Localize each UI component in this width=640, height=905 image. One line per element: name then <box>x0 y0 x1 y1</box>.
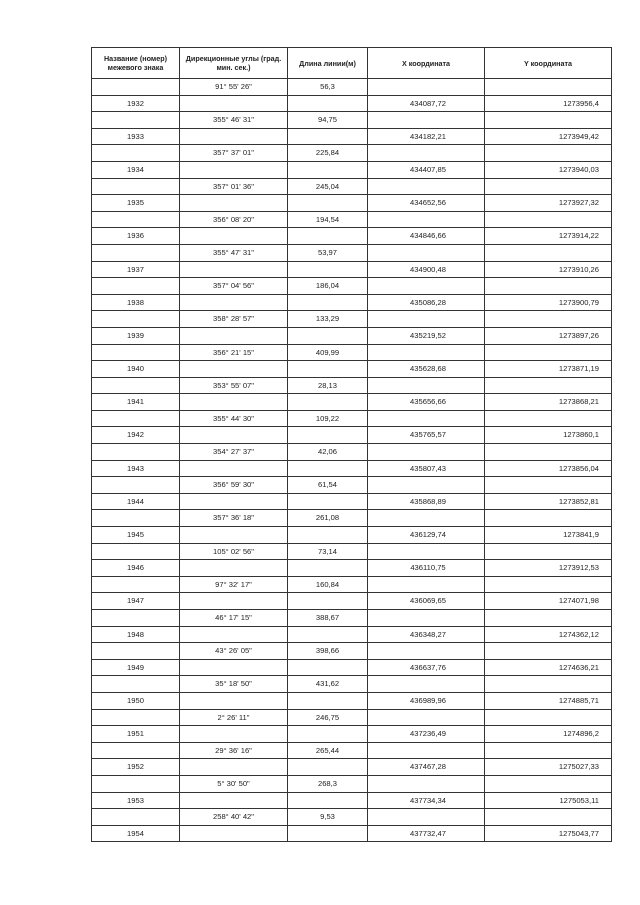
y-coordinate-cell: 1273856,04 <box>485 460 612 477</box>
direction-angle-cell-empty <box>180 759 288 776</box>
point-row <box>92 626 612 643</box>
y-coordinate-cell: 1273910,26 <box>485 261 612 278</box>
y-coordinate-cell-empty <box>485 543 612 560</box>
direction-angle-cell: 358° 28' 57" <box>180 311 288 328</box>
x-coordinate-cell-empty <box>368 543 485 560</box>
line-length-cell: 265,44 <box>288 742 368 759</box>
mark-name-cell: 1952 <box>92 759 180 776</box>
y-coordinate-cell-empty <box>485 676 612 693</box>
direction-angle-cell: 5° 30' 50" <box>180 775 288 792</box>
direction-angle-cell-empty <box>180 394 288 411</box>
x-coordinate-cell: 434407,85 <box>368 161 485 178</box>
direction-angle-cell: 35° 18' 50" <box>180 676 288 693</box>
mark-name-cell: 1936 <box>92 228 180 245</box>
line-length-cell: 409,99 <box>288 344 368 361</box>
point-row <box>92 759 612 776</box>
x-coordinate-cell-empty <box>368 278 485 295</box>
header-row <box>92 48 612 79</box>
y-coordinate-cell-empty <box>485 742 612 759</box>
mark-name-cell: 1933 <box>92 128 180 145</box>
x-coordinate-cell: 437236,49 <box>368 726 485 743</box>
mark-name-cell: 1938 <box>92 294 180 311</box>
line-length-cell-empty <box>288 294 368 311</box>
point-row <box>92 659 612 676</box>
segment-row <box>92 643 612 660</box>
mark-name-cell: 1935 <box>92 195 180 212</box>
line-length-cell: 398,66 <box>288 643 368 660</box>
line-length-cell-empty <box>288 460 368 477</box>
y-coordinate-cell: 1273914,22 <box>485 228 612 245</box>
header-y-coordinate: Y координата <box>485 48 612 79</box>
direction-angle-cell-empty <box>180 792 288 809</box>
line-length-cell: 194,54 <box>288 211 368 228</box>
y-coordinate-cell: 1273940,03 <box>485 161 612 178</box>
direction-angle-cell-empty <box>180 493 288 510</box>
x-coordinate-cell: 434087,72 <box>368 95 485 112</box>
mark-name-cell: 1947 <box>92 593 180 610</box>
direction-angle-cell: 353° 55' 07" <box>180 377 288 394</box>
direction-angle-cell-empty <box>180 361 288 378</box>
mark-name-cell-empty <box>92 709 180 726</box>
y-coordinate-cell: 1274362,12 <box>485 626 612 643</box>
line-length-cell-empty <box>288 560 368 577</box>
point-row <box>92 825 612 842</box>
x-coordinate-cell-empty <box>368 410 485 427</box>
direction-angle-cell-empty <box>180 560 288 577</box>
point-row <box>92 394 612 411</box>
y-coordinate-cell-empty <box>485 610 612 627</box>
mark-name-cell-empty <box>92 112 180 129</box>
direction-angle-cell: 356° 59' 30" <box>180 477 288 494</box>
mark-name-cell-empty <box>92 477 180 494</box>
segment-row <box>92 311 612 328</box>
line-length-cell: 388,67 <box>288 610 368 627</box>
mark-name-cell: 1950 <box>92 692 180 709</box>
line-length-cell-empty <box>288 692 368 709</box>
y-coordinate-cell: 1273860,1 <box>485 427 612 444</box>
y-coordinate-cell-empty <box>485 278 612 295</box>
line-length-cell: 261,08 <box>288 510 368 527</box>
mark-name-cell-empty <box>92 643 180 660</box>
direction-angle-cell-empty <box>180 726 288 743</box>
x-coordinate-cell: 434846,66 <box>368 228 485 245</box>
x-coordinate-cell-empty <box>368 643 485 660</box>
line-length-cell: 225,84 <box>288 145 368 162</box>
mark-name-cell-empty <box>92 543 180 560</box>
y-coordinate-cell-empty <box>485 211 612 228</box>
x-coordinate-cell: 436637,76 <box>368 659 485 676</box>
direction-angle-cell: 357° 01' 36" <box>180 178 288 195</box>
segment-row <box>92 742 612 759</box>
line-length-cell-empty <box>288 361 368 378</box>
direction-angle-cell-empty <box>180 460 288 477</box>
line-length-cell: 109,22 <box>288 410 368 427</box>
x-coordinate-cell: 435765,57 <box>368 427 485 444</box>
line-length-cell: 94,75 <box>288 112 368 129</box>
mark-name-cell: 1949 <box>92 659 180 676</box>
table-header <box>92 48 612 79</box>
line-length-cell: 268,3 <box>288 775 368 792</box>
line-length-cell-empty <box>288 759 368 776</box>
x-coordinate-cell: 436129,74 <box>368 527 485 544</box>
direction-angle-cell-empty <box>180 825 288 842</box>
mark-name-cell-empty <box>92 775 180 792</box>
x-coordinate-cell: 436348,27 <box>368 626 485 643</box>
mark-name-cell: 1951 <box>92 726 180 743</box>
direction-angle-cell: 355° 46' 31" <box>180 112 288 129</box>
direction-angle-cell: 29° 36' 16" <box>180 742 288 759</box>
segment-row <box>92 709 612 726</box>
y-coordinate-cell-empty <box>485 311 612 328</box>
y-coordinate-cell-empty <box>485 775 612 792</box>
mark-name-cell-empty <box>92 676 180 693</box>
segment-row <box>92 809 612 826</box>
point-row <box>92 128 612 145</box>
direction-angle-cell-empty <box>180 128 288 145</box>
direction-angle-cell: 97° 32' 17" <box>180 576 288 593</box>
line-length-cell: 42,06 <box>288 444 368 461</box>
direction-angle-cell-empty <box>180 228 288 245</box>
y-coordinate-cell-empty <box>485 510 612 527</box>
line-length-cell: 61,54 <box>288 477 368 494</box>
direction-angle-cell: 46° 17' 15" <box>180 610 288 627</box>
segment-row <box>92 377 612 394</box>
mark-name-cell: 1943 <box>92 460 180 477</box>
line-length-cell: 246,75 <box>288 709 368 726</box>
line-length-cell-empty <box>288 527 368 544</box>
x-coordinate-cell-empty <box>368 178 485 195</box>
y-coordinate-cell: 1275027,33 <box>485 759 612 776</box>
direction-angle-cell-empty <box>180 294 288 311</box>
line-length-cell-empty <box>288 493 368 510</box>
x-coordinate-cell: 435656,66 <box>368 394 485 411</box>
x-coordinate-cell-empty <box>368 444 485 461</box>
mark-name-cell: 1953 <box>92 792 180 809</box>
y-coordinate-cell: 1273927,32 <box>485 195 612 212</box>
x-coordinate-cell: 435086,28 <box>368 294 485 311</box>
direction-angle-cell-empty <box>180 327 288 344</box>
direction-angle-cell: 357° 37' 01" <box>180 145 288 162</box>
segment-row <box>92 444 612 461</box>
x-coordinate-cell-empty <box>368 742 485 759</box>
y-coordinate-cell: 1274071,98 <box>485 593 612 610</box>
direction-angle-cell: 91° 55' 26" <box>180 79 288 96</box>
point-row <box>92 261 612 278</box>
line-length-cell-empty <box>288 825 368 842</box>
x-coordinate-cell: 436989,96 <box>368 692 485 709</box>
point-row <box>92 161 612 178</box>
y-coordinate-cell: 1274896,2 <box>485 726 612 743</box>
y-coordinate-cell: 1275053,11 <box>485 792 612 809</box>
segment-row <box>92 477 612 494</box>
y-coordinate-cell-empty <box>485 112 612 129</box>
line-length-cell-empty <box>288 593 368 610</box>
y-coordinate-cell: 1274636,21 <box>485 659 612 676</box>
x-coordinate-cell: 437467,28 <box>368 759 485 776</box>
line-length-cell: 133,29 <box>288 311 368 328</box>
mark-name-cell-empty <box>92 145 180 162</box>
boundary-coordinates-table <box>91 47 612 842</box>
point-row <box>92 327 612 344</box>
mark-name-cell-empty <box>92 178 180 195</box>
header-mark-name: Название (номер) межевого знака <box>92 48 180 79</box>
y-coordinate-cell: 1273871,19 <box>485 361 612 378</box>
mark-name-cell: 1948 <box>92 626 180 643</box>
segment-row <box>92 211 612 228</box>
mark-name-cell: 1937 <box>92 261 180 278</box>
mark-name-cell-empty <box>92 610 180 627</box>
line-length-cell-empty <box>288 792 368 809</box>
direction-angle-cell-empty <box>180 161 288 178</box>
line-length-cell: 53,97 <box>288 244 368 261</box>
line-length-cell-empty <box>288 128 368 145</box>
y-coordinate-cell: 1273949,42 <box>485 128 612 145</box>
segment-row <box>92 610 612 627</box>
mark-name-cell-empty <box>92 444 180 461</box>
y-coordinate-cell-empty <box>485 244 612 261</box>
segment-row <box>92 145 612 162</box>
line-length-cell-empty <box>288 394 368 411</box>
direction-angle-cell: 357° 04' 56" <box>180 278 288 295</box>
line-length-cell-empty <box>288 195 368 212</box>
point-row <box>92 726 612 743</box>
header-direction-angle: Дирекционные углы (град. мин. сек.) <box>180 48 288 79</box>
y-coordinate-cell-empty <box>485 79 612 96</box>
segment-row <box>92 510 612 527</box>
direction-angle-cell-empty <box>180 95 288 112</box>
segment-row <box>92 244 612 261</box>
y-coordinate-cell: 1273868,21 <box>485 394 612 411</box>
point-row <box>92 560 612 577</box>
direction-angle-cell: 355° 44' 30" <box>180 410 288 427</box>
line-length-cell: 160,84 <box>288 576 368 593</box>
x-coordinate-cell: 434900,48 <box>368 261 485 278</box>
direction-angle-cell: 356° 21' 15" <box>180 344 288 361</box>
line-length-cell-empty <box>288 261 368 278</box>
y-coordinate-cell-empty <box>485 576 612 593</box>
x-coordinate-cell-empty <box>368 676 485 693</box>
x-coordinate-cell-empty <box>368 576 485 593</box>
line-length-cell-empty <box>288 327 368 344</box>
direction-angle-cell-empty <box>180 626 288 643</box>
x-coordinate-cell-empty <box>368 311 485 328</box>
direction-angle-cell: 43° 26' 05" <box>180 643 288 660</box>
mark-name-cell: 1945 <box>92 527 180 544</box>
boundary-marks-document <box>91 47 611 842</box>
segment-row <box>92 576 612 593</box>
point-row <box>92 593 612 610</box>
y-coordinate-cell-empty <box>485 709 612 726</box>
direction-angle-cell-empty <box>180 692 288 709</box>
mark-name-cell-empty <box>92 211 180 228</box>
y-coordinate-cell: 1273841,9 <box>485 527 612 544</box>
line-length-cell: 9,53 <box>288 809 368 826</box>
x-coordinate-cell: 436069,65 <box>368 593 485 610</box>
direction-angle-cell: 355° 47' 31" <box>180 244 288 261</box>
mark-name-cell-empty <box>92 410 180 427</box>
direction-angle-cell: 356° 08' 20" <box>180 211 288 228</box>
direction-angle-cell: 357° 36' 18" <box>180 510 288 527</box>
y-coordinate-cell-empty <box>485 145 612 162</box>
x-coordinate-cell: 437732,47 <box>368 825 485 842</box>
x-coordinate-cell-empty <box>368 112 485 129</box>
point-row <box>92 294 612 311</box>
x-coordinate-cell-empty <box>368 809 485 826</box>
x-coordinate-cell-empty <box>368 377 485 394</box>
y-coordinate-cell-empty <box>485 178 612 195</box>
mark-name-cell-empty <box>92 311 180 328</box>
point-row <box>92 195 612 212</box>
table-body <box>92 79 612 842</box>
x-coordinate-cell-empty <box>368 775 485 792</box>
x-coordinate-cell: 435868,89 <box>368 493 485 510</box>
x-coordinate-cell-empty <box>368 79 485 96</box>
segment-row <box>92 79 612 96</box>
direction-angle-cell-empty <box>180 527 288 544</box>
mark-name-cell-empty <box>92 79 180 96</box>
direction-angle-cell: 2° 26' 11" <box>180 709 288 726</box>
header-x-coordinate: X координата <box>368 48 485 79</box>
line-length-cell-empty <box>288 95 368 112</box>
segment-row <box>92 278 612 295</box>
line-length-cell: 245,04 <box>288 178 368 195</box>
point-row <box>92 692 612 709</box>
y-coordinate-cell: 1273900,79 <box>485 294 612 311</box>
point-row <box>92 361 612 378</box>
direction-angle-cell: 354° 27' 37" <box>180 444 288 461</box>
y-coordinate-cell: 1274885,71 <box>485 692 612 709</box>
y-coordinate-cell-empty <box>485 377 612 394</box>
x-coordinate-cell: 434182,21 <box>368 128 485 145</box>
y-coordinate-cell: 1273912,53 <box>485 560 612 577</box>
direction-angle-cell-empty <box>180 593 288 610</box>
line-length-cell-empty <box>288 659 368 676</box>
segment-row <box>92 543 612 560</box>
mark-name-cell: 1946 <box>92 560 180 577</box>
line-length-cell: 56,3 <box>288 79 368 96</box>
point-row <box>92 460 612 477</box>
line-length-cell-empty <box>288 427 368 444</box>
x-coordinate-cell: 436110,75 <box>368 560 485 577</box>
x-coordinate-cell-empty <box>368 709 485 726</box>
mark-name-cell-empty <box>92 742 180 759</box>
line-length-cell: 186,04 <box>288 278 368 295</box>
point-row <box>92 527 612 544</box>
line-length-cell-empty <box>288 626 368 643</box>
mark-name-cell-empty <box>92 344 180 361</box>
y-coordinate-cell-empty <box>485 477 612 494</box>
x-coordinate-cell: 435628,68 <box>368 361 485 378</box>
y-coordinate-cell: 1275043,77 <box>485 825 612 842</box>
y-coordinate-cell: 1273852,81 <box>485 493 612 510</box>
y-coordinate-cell-empty <box>485 809 612 826</box>
line-length-cell: 28,13 <box>288 377 368 394</box>
mark-name-cell-empty <box>92 377 180 394</box>
y-coordinate-cell-empty <box>485 410 612 427</box>
mark-name-cell: 1944 <box>92 493 180 510</box>
x-coordinate-cell-empty <box>368 510 485 527</box>
segment-row <box>92 410 612 427</box>
y-coordinate-cell: 1273897,26 <box>485 327 612 344</box>
mark-name-cell: 1954 <box>92 825 180 842</box>
x-coordinate-cell-empty <box>368 344 485 361</box>
x-coordinate-cell-empty <box>368 244 485 261</box>
line-length-cell-empty <box>288 161 368 178</box>
segment-row <box>92 344 612 361</box>
line-length-cell-empty <box>288 228 368 245</box>
x-coordinate-cell: 434652,56 <box>368 195 485 212</box>
x-coordinate-cell: 437734,34 <box>368 792 485 809</box>
mark-name-cell-empty <box>92 244 180 261</box>
point-row <box>92 427 612 444</box>
y-coordinate-cell-empty <box>485 643 612 660</box>
direction-angle-cell-empty <box>180 427 288 444</box>
y-coordinate-cell: 1273956,4 <box>485 95 612 112</box>
mark-name-cell: 1940 <box>92 361 180 378</box>
point-row <box>92 228 612 245</box>
mark-name-cell-empty <box>92 809 180 826</box>
mark-name-cell: 1941 <box>92 394 180 411</box>
mark-name-cell: 1939 <box>92 327 180 344</box>
mark-name-cell-empty <box>92 510 180 527</box>
direction-angle-cell: 258° 40' 42" <box>180 809 288 826</box>
point-row <box>92 493 612 510</box>
x-coordinate-cell-empty <box>368 211 485 228</box>
segment-row <box>92 112 612 129</box>
x-coordinate-cell-empty <box>368 145 485 162</box>
segment-row <box>92 775 612 792</box>
direction-angle-cell-empty <box>180 195 288 212</box>
point-row <box>92 792 612 809</box>
y-coordinate-cell-empty <box>485 344 612 361</box>
segment-row <box>92 676 612 693</box>
point-row <box>92 95 612 112</box>
header-line-length: Длина линии(м) <box>288 48 368 79</box>
x-coordinate-cell: 435807,43 <box>368 460 485 477</box>
line-length-cell-empty <box>288 726 368 743</box>
y-coordinate-cell-empty <box>485 444 612 461</box>
segment-row <box>92 178 612 195</box>
mark-name-cell-empty <box>92 576 180 593</box>
line-length-cell: 73,14 <box>288 543 368 560</box>
mark-name-cell-empty <box>92 278 180 295</box>
mark-name-cell: 1932 <box>92 95 180 112</box>
x-coordinate-cell: 435219,52 <box>368 327 485 344</box>
line-length-cell: 431,62 <box>288 676 368 693</box>
direction-angle-cell: 105° 02' 56" <box>180 543 288 560</box>
x-coordinate-cell-empty <box>368 610 485 627</box>
direction-angle-cell-empty <box>180 659 288 676</box>
mark-name-cell: 1942 <box>92 427 180 444</box>
mark-name-cell: 1934 <box>92 161 180 178</box>
x-coordinate-cell-empty <box>368 477 485 494</box>
direction-angle-cell-empty <box>180 261 288 278</box>
